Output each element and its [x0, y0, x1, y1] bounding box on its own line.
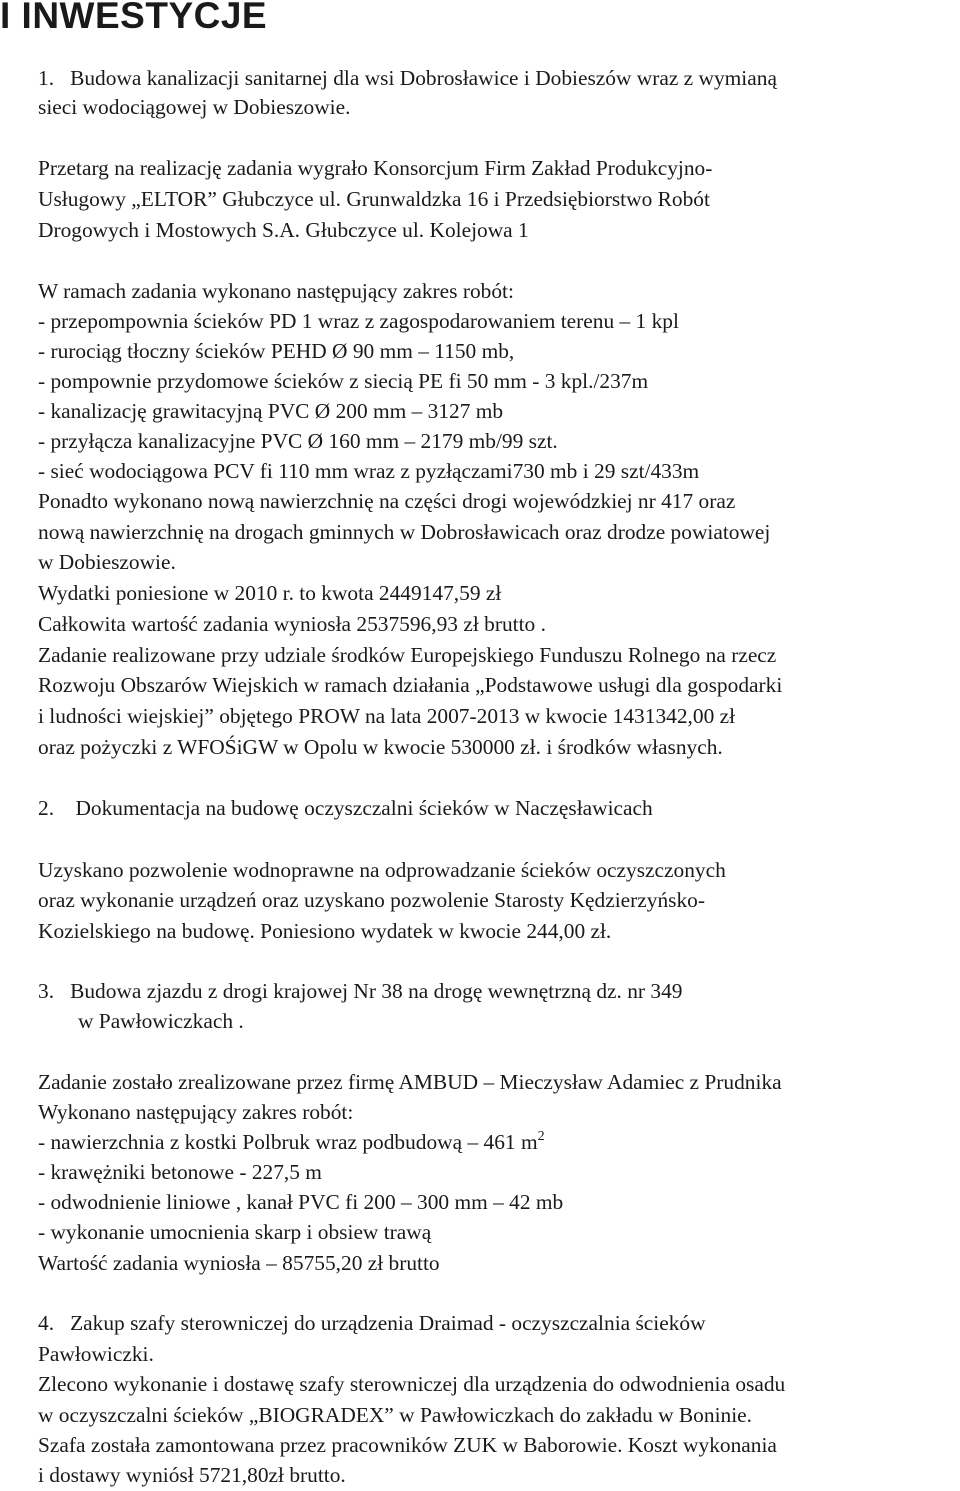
section1-title-line1 [38, 63, 777, 93]
section3-paving-text: - nawierzchnia z kostki Polbruk wraz podbudową – 461 m [38, 1130, 538, 1154]
section2-title [38, 793, 653, 823]
section4-title-line1 [38, 1308, 706, 1338]
section3-number: 3. [38, 979, 55, 1003]
section1-scope-line: nową nawierzchnię na drogach gminnych w Dobrosławicach oraz drodze powiatowej [38, 520, 771, 544]
section1-scope-line: - przepompownia ścieków PD 1 wraz z zagospodarowaniem terenu – 1 kpl [38, 309, 679, 333]
section1-tender-line: Drogowych i Mostowych S.A. Głubczyce ul. Kolejowa 1 [38, 218, 529, 242]
section3-title-text1: Budowa zjazdu z drogi krajowej Nr 38 na drogę wewnętrzną dz. nr 349 [70, 979, 683, 1003]
section4-number: 4. [38, 1311, 55, 1335]
section1-scope-line: Rozwoju Obszarów Wiejskich w ramach działania „Podstawowe usługi dla gospodarki [38, 673, 783, 697]
section3-title-line1 [38, 976, 682, 1006]
section1-scope-line: oraz pożyczki z WFOŚiGW w Opolu w kwocie 530000 zł. i środków własnych. [38, 735, 723, 759]
section3-line: - odwodnienie liniowe , kanał PVC fi 200 – 300 mm – 42 mb [38, 1190, 564, 1214]
section3-line: Wartość zadania wyniosła – 85755,20 zł brutto [38, 1251, 440, 1275]
section3-line [38, 1127, 545, 1157]
section1-scope-line: - kanalizację grawitacyjną PVC Ø 200 mm – 3127 mb [38, 399, 504, 423]
section3-title-line2: w Pawłowiczkach . [78, 1009, 244, 1033]
section2-line: oraz wykonanie urządzeń oraz uzyskano pozwolenie Starosty Kędzierzyńsko- [38, 888, 706, 912]
section4-line: i dostawy wyniósł 5721,80zł brutto. [38, 1463, 346, 1487]
section1-scope-line: w Dobieszowie. [38, 550, 176, 574]
page-heading: I INWESTYCJE [0, 0, 268, 36]
section3-line: Wykonano następujący zakres robót: [38, 1100, 354, 1124]
section4-line: Szafa została zamontowana przez pracowników ZUK w Baborowie. Koszt wykonania [38, 1433, 777, 1457]
section1-scope-line: - pompownie przydomowe ścieków z siecią PE fi 50 mm - 3 kpl./237m [38, 369, 649, 393]
section3-line: - wykonanie umocnienia skarp i obsiew trawą [38, 1220, 432, 1244]
section3-line: Zadanie zostało zrealizowane przez firmę AMBUD – Mieczysław Adamiec z Prudnika [38, 1070, 782, 1094]
section2-title-text: Dokumentacja na budowę oczyszczalni ścieków w Naczęsławicach [75, 796, 653, 820]
section4-line: w oczyszczalni ścieków „BIOGRADEX” w Pawłowiczkach do zakładu w Boninie. [38, 1403, 752, 1427]
section1-scope-line: W ramach zadania wykonano następujący zakres robót: [38, 279, 514, 303]
section1-scope-line: Całkowita wartość zadania wyniosła 2537596,93 zł brutto . [38, 612, 546, 636]
section1-scope-line: - sieć wodociągowa PCV fi 110 mm wraz z pyzłączami730 mb i 29 szt/433m [38, 459, 700, 483]
section3-line: - krawężniki betonowe - 227,5 m [38, 1160, 322, 1184]
section1-title-line2: sieci wodociągowej w Dobieszowie. [38, 95, 351, 119]
section4-line: Zlecono wykonanie i dostawę szafy sterowniczej dla urządzenia do odwodnienia osadu [38, 1372, 786, 1396]
section1-number: 1. [38, 66, 55, 90]
section1-tender-line: Usługowy „ELTOR” Głubczyce ul. Grunwaldzka 16 i Przedsiębiorstwo Robót [38, 187, 710, 211]
section2-number: 2. [38, 796, 55, 820]
section1-scope-line: - rurociąg tłoczny ścieków PEHD Ø 90 mm – 1150 mb, [38, 339, 515, 363]
area-exponent: 2 [537, 1129, 545, 1144]
section4-title-text1: Zakup szafy sterowniczej do urządzenia Draimad - oczyszczalnia ścieków [70, 1311, 706, 1335]
section2-line: Kozielskiego na budowę. Poniesiono wydatek w kwocie 244,00 zł. [38, 919, 612, 943]
section1-scope-line: Wydatki poniesione w 2010 r. to kwota 2449147,59 zł [38, 581, 502, 605]
section1-tender-line: Przetarg na realizację zadania wygrało Konsorcjum Firm Zakład Produkcyjno- [38, 156, 713, 180]
section1-scope-line: Ponadto wykonano nową nawierzchnię na części drogi wojewódzkiej nr 417 oraz [38, 489, 736, 513]
section4-title-line2: Pawłowiczki. [38, 1342, 154, 1366]
section1-title-text1: Budowa kanalizacji sanitarnej dla wsi Dobrosławice i Dobieszów wraz z wymianą [70, 66, 777, 90]
section1-scope-line: Zadanie realizowane przy udziale środków Europejskiego Funduszu Rolnego na rzecz [38, 643, 777, 667]
section1-scope-line: - przyłącza kanalizacyjne PVC Ø 160 mm – 2179 mb/99 szt. [38, 429, 558, 453]
section2-line: Uzyskano pozwolenie wodnoprawne na odprowadzanie ścieków oczyszczonych [38, 858, 726, 882]
section1-scope-line: i ludności wiejskiej” objętego PROW na lata 2007-2013 w kwocie 1431342,00 zł [38, 704, 736, 728]
